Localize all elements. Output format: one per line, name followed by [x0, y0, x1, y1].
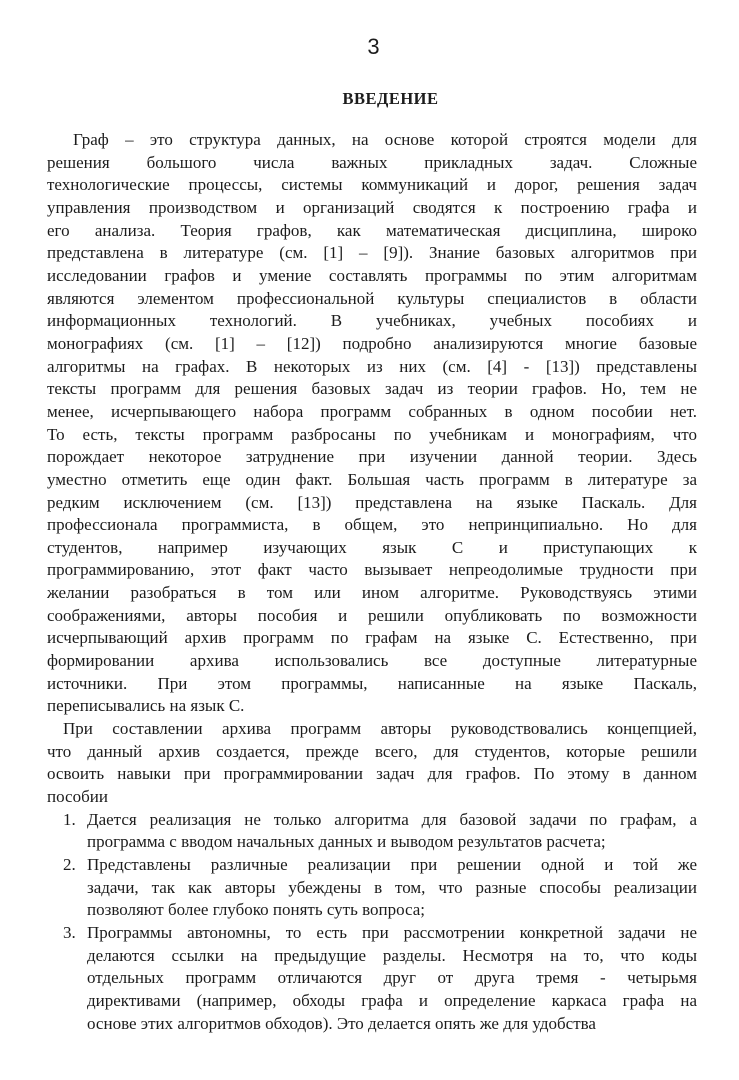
text-line: задачи, так как авторы убеждены в том, что разные способы реализации	[87, 877, 697, 897]
text-line: программа с вводом начальных данных и выводом результатов расчета;	[87, 832, 606, 852]
text-line: исчерпывающий архив программ по графам на языке С. Естественно, при	[47, 628, 697, 648]
text-line: отдельных программ отличаются друг от друга тремя - четырьмя	[87, 968, 697, 988]
list-item	[47, 809, 697, 854]
paragraph-1	[47, 129, 697, 718]
text-line: пособии	[47, 787, 108, 807]
text-line: переписывались на язык С.	[47, 696, 245, 716]
list-marker: 2.	[63, 855, 76, 874]
text-line: делаются ссылки на предыдущие разделы. Несмотря на то, что коды	[87, 945, 697, 965]
text-line: уместно отметить еще один факт. Большая часть программ в литературе за	[47, 469, 697, 489]
text-line: профессионала программиста, в общем, это непринципиально. Но для	[47, 515, 697, 535]
text-line: позволяют более глубоко понять суть вопроса;	[87, 900, 426, 920]
text-line: технологические процессы, системы коммуникаций и дорог, решения задач	[47, 175, 697, 195]
list-marker: 3.	[63, 922, 76, 942]
text-line: Представлены различные реализации при решении одной и той же	[87, 855, 697, 874]
text-line: соображениями, авторы пособия и решили опубликовать по возможности	[47, 605, 697, 625]
text-line: решения большого числа важных прикладных задач. Сложные	[47, 152, 697, 172]
text-line: То есть, тексты программ разбросаны по учебникам и монографиям, что	[47, 424, 697, 444]
text-line: менее, исчерпывающего набора программ собранных в одном пособии нет.	[47, 401, 697, 421]
text-line: представлена в литературе (см. [1] – [9]). Знание базовых алгоритмов при	[47, 243, 697, 263]
numbered-list	[47, 809, 697, 1036]
text-line: алгоритмы на графах. В некоторых из них (см. [4] - [13]) представлены	[47, 356, 697, 376]
text-line: порождает некоторое затруднение при изучении данной теории. Здесь	[47, 447, 697, 467]
text-line: Дается реализация не только алгоритма для базовой задачи по графам, а	[87, 809, 697, 829]
text-line: Граф – это структура данных, на основе которой строятся модели для	[73, 130, 697, 149]
list-marker: 1.	[63, 809, 76, 829]
paragraph-2	[47, 718, 697, 809]
text-line: исследовании графов и умение составлять программы по этим алгоритмам	[47, 265, 697, 285]
text-line: программированию, этот факт часто вызывает непреодолимые трудности при	[47, 560, 697, 580]
text-line: тексты программ для решения базовых задач из теории графов. Но, тем не	[47, 379, 697, 399]
page-number: 3	[367, 34, 380, 59]
text-line: управления производством и организаций сводятся к построению графа и	[47, 197, 697, 217]
text-line: Программы автономны, то есть при рассмотрении конкретной задачи не	[87, 922, 697, 942]
text-line: являются элементом профессиональной культуры специалистов в области	[47, 288, 697, 308]
text-line: формировании архива использовались все доступные литературные	[47, 651, 697, 671]
text-line: желании разобраться в том или ином алгоритме. Руководствуясь этими	[47, 583, 697, 603]
text-line: студентов, например изучающих язык С и приступающих к	[47, 537, 697, 557]
text-line: информационных технологий. В учебниках, учебных пособиях и	[47, 311, 697, 331]
text-line: освоить навыки при программировании задач для графов. По этому в данном	[47, 764, 697, 784]
text-line: основе этих алгоритмов обходов). Это делается опять же для удобства	[87, 1013, 596, 1033]
list-item	[47, 922, 697, 1035]
text-line: что данный архив создается, прежде всего, для студентов, которые решили	[47, 741, 697, 761]
list-item	[47, 854, 697, 922]
text-line: редким исключением (см. [13]) представлена на языке Паскаль. Для	[47, 492, 697, 512]
text-line: источники. При этом программы, написанные на языке Паскаль,	[47, 673, 697, 693]
text-line: При составлении архива программ авторы руководствовались концепцией,	[63, 719, 697, 739]
text-line: его анализа. Теория графов, как математическая дисциплина, широко	[47, 220, 697, 240]
text-line: монографиях (см. [1] – [12]) подробно анализируются многие базовые	[47, 333, 697, 353]
body-text	[47, 129, 697, 1035]
section-heading: ВВЕДЕНИЕ	[342, 89, 439, 108]
text-line: директивами (например, обходы графа и определение каркаса графа на	[87, 990, 697, 1010]
